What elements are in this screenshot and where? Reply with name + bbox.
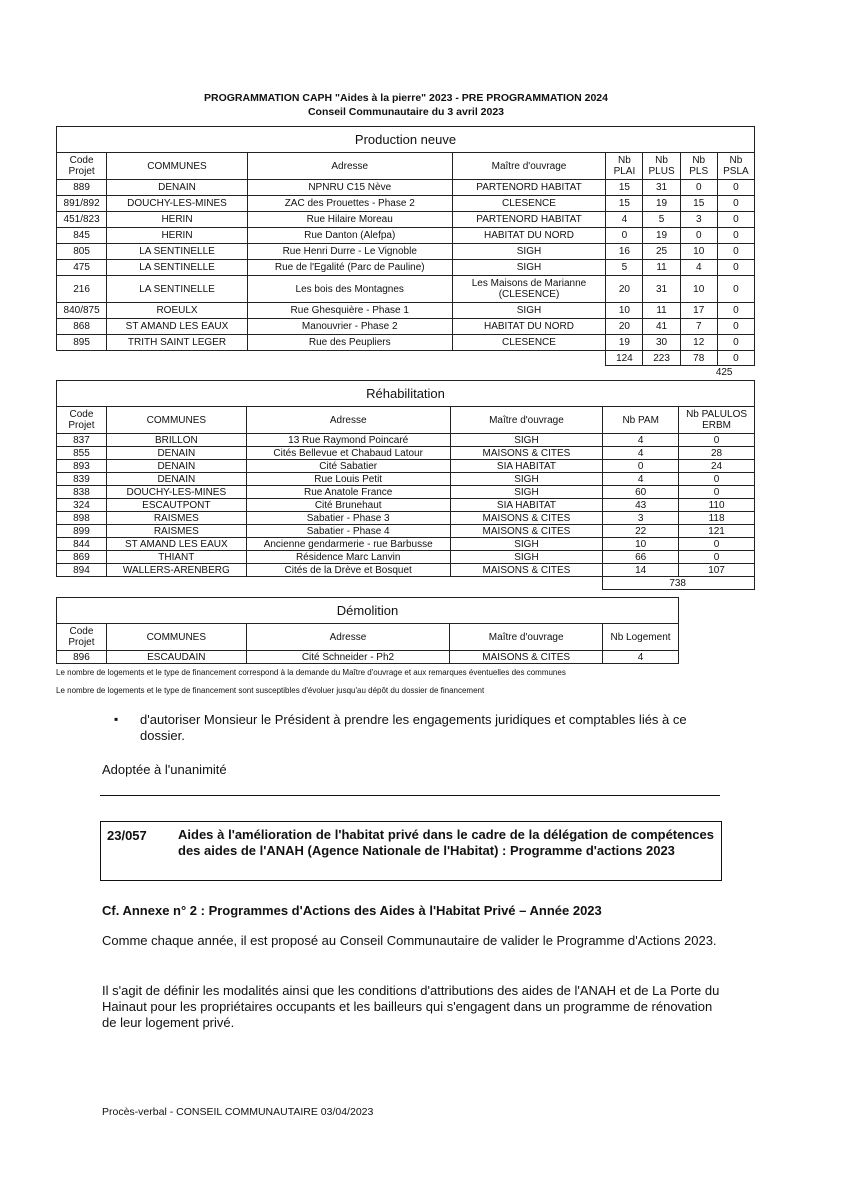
table-cell: 855: [57, 447, 107, 460]
table-cell: HERIN: [107, 212, 248, 228]
column-header: Nb PSLA: [717, 153, 754, 180]
table-cell: Cité Sabatier: [246, 460, 450, 473]
table-cell: SIGH: [452, 260, 606, 276]
table-row: [57, 180, 755, 196]
table-row: [57, 551, 755, 564]
table-cell: 893: [57, 460, 107, 473]
table-cell: CLESENCE: [452, 196, 606, 212]
column-header: Code Projet: [57, 407, 107, 434]
table-cell: 840/875: [57, 303, 107, 319]
table-cell: 3: [680, 212, 717, 228]
table-cell: 15: [606, 180, 643, 196]
table-cell: 22: [603, 525, 679, 538]
column-header: Nb PLUS: [643, 153, 680, 180]
grand-total-cell: 738: [603, 577, 755, 590]
table-cell: 0: [717, 319, 754, 335]
table-cell: PARTENORD HABITAT: [452, 180, 606, 196]
table-cell: SIGH: [450, 538, 603, 551]
table-cell: 5: [606, 260, 643, 276]
table-row: [57, 276, 755, 303]
table-row: [57, 486, 755, 499]
table-cell: 20: [606, 276, 643, 303]
table-cell: NPNRU C15 Nève: [247, 180, 452, 196]
table-cell: 14: [603, 564, 679, 577]
table-row: [57, 196, 755, 212]
table-cell: 4: [606, 212, 643, 228]
table-cell: 15: [680, 196, 717, 212]
table-cell: HABITAT DU NORD: [452, 228, 606, 244]
table-cell: 0: [606, 228, 643, 244]
table-cell: LA SENTINELLE: [107, 276, 248, 303]
table-cell: 11: [643, 303, 680, 319]
table-cell: 15: [606, 196, 643, 212]
table-cell: 0: [679, 538, 755, 551]
total-cell: 124: [606, 351, 643, 366]
column-header: Maître d'ouvrage: [452, 153, 606, 180]
table-cell: 896: [57, 651, 107, 664]
table-cell: 216: [57, 276, 107, 303]
table-cell: 0: [717, 196, 754, 212]
table-cell: SIGH: [452, 303, 606, 319]
bullet-icon: ▪: [114, 712, 119, 726]
table-row: [57, 473, 755, 486]
grand-total-row: [57, 366, 755, 379]
bullet-text: d'autoriser Monsieur le Président à prendre les engagements juridiques et comptables liés à ce dossier.: [140, 712, 687, 743]
table-cell: 0: [717, 244, 754, 260]
table-cell: DOUCHY-LES-MINES: [107, 196, 248, 212]
production-table: [56, 152, 755, 378]
table-cell: 837: [57, 434, 107, 447]
table-cell: 13 Rue Raymond Poincaré: [246, 434, 450, 447]
footer-text: Procès-verbal - CONSEIL COMMUNAUTAIRE 03/04/2023: [102, 1106, 374, 1118]
table-row: [57, 499, 755, 512]
paragraph-1: Comme chaque année, il est proposé au Conseil Communautaire de valider le Programme d'Actions 2023.: [102, 933, 717, 948]
table-cell: THIANT: [106, 551, 246, 564]
table-cell: 31: [643, 276, 680, 303]
table-cell: Cités Bellevue et Chabaud Latour: [246, 447, 450, 460]
table-cell: 12: [680, 335, 717, 351]
table-cell: Rue Hilaire Moreau: [247, 212, 452, 228]
table-row: [57, 228, 755, 244]
separator-line: [100, 795, 720, 796]
table-row: [57, 564, 755, 577]
table-cell: ZAC des Prouettes - Phase 2: [247, 196, 452, 212]
table-cell: Rue des Peupliers: [247, 335, 452, 351]
empty-cell: [57, 351, 606, 366]
table-cell: MAISONS & CITES: [450, 651, 603, 664]
table-cell: 0: [717, 180, 754, 196]
table-cell: Cité Schneider - Ph2: [246, 651, 450, 664]
column-header: COMMUNES: [106, 624, 246, 651]
table-cell: 31: [643, 180, 680, 196]
table-cell: ST AMAND LES EAUX: [107, 319, 248, 335]
table-cell: 899: [57, 525, 107, 538]
doc-header-line1: PROGRAMMATION CAPH "Aides à la pierre" 2023 - PRE PROGRAMMATION 2024: [204, 92, 608, 104]
table-cell: SIGH: [450, 551, 603, 564]
table-cell: 10: [680, 276, 717, 303]
table-cell: Manouvrier - Phase 2: [247, 319, 452, 335]
table-row: [57, 460, 755, 473]
column-header: Nb PLAI: [606, 153, 643, 180]
table-cell: LA SENTINELLE: [107, 260, 248, 276]
table-cell: 19: [643, 228, 680, 244]
rehab-title: Réhabilitation: [56, 380, 755, 407]
table-cell: MAISONS & CITES: [450, 447, 603, 460]
table-cell: 19: [643, 196, 680, 212]
table-cell: BRILLON: [106, 434, 246, 447]
table-cell: 0: [679, 473, 755, 486]
table-cell: 898: [57, 512, 107, 525]
table-cell: 475: [57, 260, 107, 276]
table-cell: 869: [57, 551, 107, 564]
table-cell: ESCAUDAIN: [106, 651, 246, 664]
table-cell: Rue Ghesquière - Phase 1: [247, 303, 452, 319]
column-header: Code Projet: [57, 153, 107, 180]
column-header: Nb PALULOS ERBM: [679, 407, 755, 434]
table-cell: DENAIN: [106, 447, 246, 460]
table-cell: SIA HABITAT: [450, 499, 603, 512]
rehab-table: [56, 406, 755, 590]
table-cell: 3: [603, 512, 679, 525]
table-row: [57, 260, 755, 276]
table-cell: 17: [680, 303, 717, 319]
table-cell: ROEULX: [107, 303, 248, 319]
column-header: Maître d'ouvrage: [450, 407, 603, 434]
table-cell: 60: [603, 486, 679, 499]
table-cell: 324: [57, 499, 107, 512]
table-cell: 10: [680, 244, 717, 260]
note-2: Le nombre de logements et le type de financement sont susceptibles d'évoluer jusqu'au dépôt du dossier de financement: [56, 686, 485, 695]
table-cell: 4: [603, 447, 679, 460]
grand-total-cell: 425: [715, 366, 733, 378]
production-title: Production neuve: [56, 126, 755, 153]
table-cell: 451/823: [57, 212, 107, 228]
table-cell: Rue Henri Durre - Le Vignoble: [247, 244, 452, 260]
table-cell: HERIN: [107, 228, 248, 244]
total-cell: 223: [643, 351, 680, 366]
table-row: [57, 512, 755, 525]
table-cell: Sabatier - Phase 4: [246, 525, 450, 538]
column-header: Code Projet: [57, 624, 107, 651]
totals-row: [57, 351, 755, 366]
table-row: [57, 538, 755, 551]
grand-total-row: [57, 577, 755, 590]
table-row: [57, 525, 755, 538]
table-row: [57, 319, 755, 335]
table-cell: SIGH: [450, 486, 603, 499]
table-cell: SIGH: [450, 434, 603, 447]
table-cell: 895: [57, 335, 107, 351]
table-cell: 41: [643, 319, 680, 335]
table-cell: 0: [717, 335, 754, 351]
table-cell: 20: [606, 319, 643, 335]
table-cell: 844: [57, 538, 107, 551]
table-row: [57, 335, 755, 351]
table-cell: 10: [606, 303, 643, 319]
table-cell: 28: [679, 447, 755, 460]
table-cell: TRITH SAINT LEGER: [107, 335, 248, 351]
table-cell: 25: [643, 244, 680, 260]
table-cell: 805: [57, 244, 107, 260]
table-cell: 889: [57, 180, 107, 196]
table-cell: 66: [603, 551, 679, 564]
table-cell: Les Maisons de Marianne (CLESENCE): [452, 276, 606, 303]
table-cell: 0: [717, 212, 754, 228]
column-header: Maître d'ouvrage: [450, 624, 603, 651]
table-row: [57, 212, 755, 228]
table-row: [57, 434, 755, 447]
header-row: [57, 407, 755, 434]
column-header: Nb PLS: [680, 153, 717, 180]
table-cell: Cités de la Drève et Bosquet: [246, 564, 450, 577]
empty-cell: [57, 577, 603, 590]
demol-title: Démolition: [56, 597, 679, 624]
table-cell: 121: [679, 525, 755, 538]
column-header: COMMUNES: [107, 153, 248, 180]
column-header: Adresse: [246, 624, 450, 651]
table-cell: 0: [680, 180, 717, 196]
table-cell: 10: [603, 538, 679, 551]
table-cell: Rue Louis Petit: [246, 473, 450, 486]
table-cell: 838: [57, 486, 107, 499]
table-cell: 11: [643, 260, 680, 276]
table-cell: Sabatier - Phase 3: [246, 512, 450, 525]
table-cell: Rue Anatole France: [246, 486, 450, 499]
table-cell: MAISONS & CITES: [450, 525, 603, 538]
table-cell: DENAIN: [106, 460, 246, 473]
deliberation-box: [100, 821, 722, 881]
table-cell: RAISMES: [106, 512, 246, 525]
table-cell: DOUCHY-LES-MINES: [106, 486, 246, 499]
table-cell: ST AMAND LES EAUX: [106, 538, 246, 551]
table-cell: 16: [606, 244, 643, 260]
table-cell: 0: [717, 228, 754, 244]
table-cell: 0: [603, 460, 679, 473]
table-cell: 107: [679, 564, 755, 577]
note-1: Le nombre de logements et le type de financement correspond à la demande du Maître d'ouvrage et aux remarques éventuelles des communes: [56, 668, 566, 677]
table-cell: 0: [717, 303, 754, 319]
table-cell: 4: [603, 651, 679, 664]
table-cell: 110: [679, 499, 755, 512]
table-cell: PARTENORD HABITAT: [452, 212, 606, 228]
deliberation-number: 23/057: [107, 828, 147, 843]
table-cell: 43: [603, 499, 679, 512]
demol-table: [56, 623, 679, 664]
deliberation-title: Aides à l'amélioration de l'habitat privé dans le cadre de la délégation de compétences des aides de l'ANAH (Agence Nationale de l'Habitat) : Programme d'actions 2023: [178, 827, 714, 858]
table-cell: SIA HABITAT: [450, 460, 603, 473]
table-cell: Cité Brunehaut: [246, 499, 450, 512]
doc-header-line2: Conseil Communautaire du 3 avril 2023: [307, 106, 505, 118]
table-row: [57, 651, 679, 664]
table-cell: 0: [717, 276, 754, 303]
paragraph-2: Il s'agit de définir les modalités ainsi que les conditions d'attributions des aides de l'ANAH et de La Porte du Hainaut pour les propriétaires occupants et les bailleurs qui s'engagent dans un programme de rénovation de leur logement privé.: [102, 983, 720, 1030]
table-cell: 5: [643, 212, 680, 228]
empty-cell: [57, 366, 606, 379]
table-row: [57, 303, 755, 319]
table-cell: HABITAT DU NORD: [452, 319, 606, 335]
table-cell: 7: [680, 319, 717, 335]
table-cell: DENAIN: [107, 180, 248, 196]
table-cell: 0: [680, 228, 717, 244]
table-cell: 0: [717, 260, 754, 276]
column-header: Nb Logement: [603, 624, 679, 651]
table-cell: WALLERS-ARENBERG: [106, 564, 246, 577]
table-cell: 0: [679, 551, 755, 564]
table-row: [57, 244, 755, 260]
table-cell: Les bois des Montagnes: [247, 276, 452, 303]
column-header: COMMUNES: [106, 407, 246, 434]
table-cell: 839: [57, 473, 107, 486]
table-cell: 894: [57, 564, 107, 577]
column-header: Adresse: [246, 407, 450, 434]
table-cell: 19: [606, 335, 643, 351]
annex-reference: Cf. Annexe n° 2 : Programmes d'Actions des Aides à l'Habitat Privé – Année 2023: [102, 903, 602, 918]
table-cell: RAISMES: [106, 525, 246, 538]
table-cell: 4: [603, 473, 679, 486]
total-cell: 0: [717, 351, 754, 366]
header-row: [57, 624, 679, 651]
table-cell: Résidence Marc Lanvin: [246, 551, 450, 564]
table-cell: 845: [57, 228, 107, 244]
table-cell: 0: [679, 486, 755, 499]
table-cell: 24: [679, 460, 755, 473]
table-cell: 4: [680, 260, 717, 276]
column-header: Nb PAM: [603, 407, 679, 434]
table-cell: DENAIN: [106, 473, 246, 486]
table-cell: SIGH: [450, 473, 603, 486]
table-row: [57, 447, 755, 460]
adopted-text: Adoptée à l'unanimité: [102, 762, 227, 777]
table-cell: Rue Danton (Alefpa): [247, 228, 452, 244]
table-cell: MAISONS & CITES: [450, 564, 603, 577]
table-cell: MAISONS & CITES: [450, 512, 603, 525]
table-cell: 118: [679, 512, 755, 525]
total-cell: 78: [680, 351, 717, 366]
table-cell: Ancienne gendarmerie - rue Barbusse: [246, 538, 450, 551]
header-row: [57, 153, 755, 180]
table-cell: ESCAUTPONT: [106, 499, 246, 512]
column-header: Adresse: [247, 153, 452, 180]
table-cell: 0: [679, 434, 755, 447]
table-cell: SIGH: [452, 244, 606, 260]
table-cell: Rue de l'Egalité (Parc de Pauline): [247, 260, 452, 276]
table-cell: 868: [57, 319, 107, 335]
table-cell: 891/892: [57, 196, 107, 212]
table-cell: LA SENTINELLE: [107, 244, 248, 260]
table-cell: 4: [603, 434, 679, 447]
table-cell: 30: [643, 335, 680, 351]
table-cell: CLESENCE: [452, 335, 606, 351]
